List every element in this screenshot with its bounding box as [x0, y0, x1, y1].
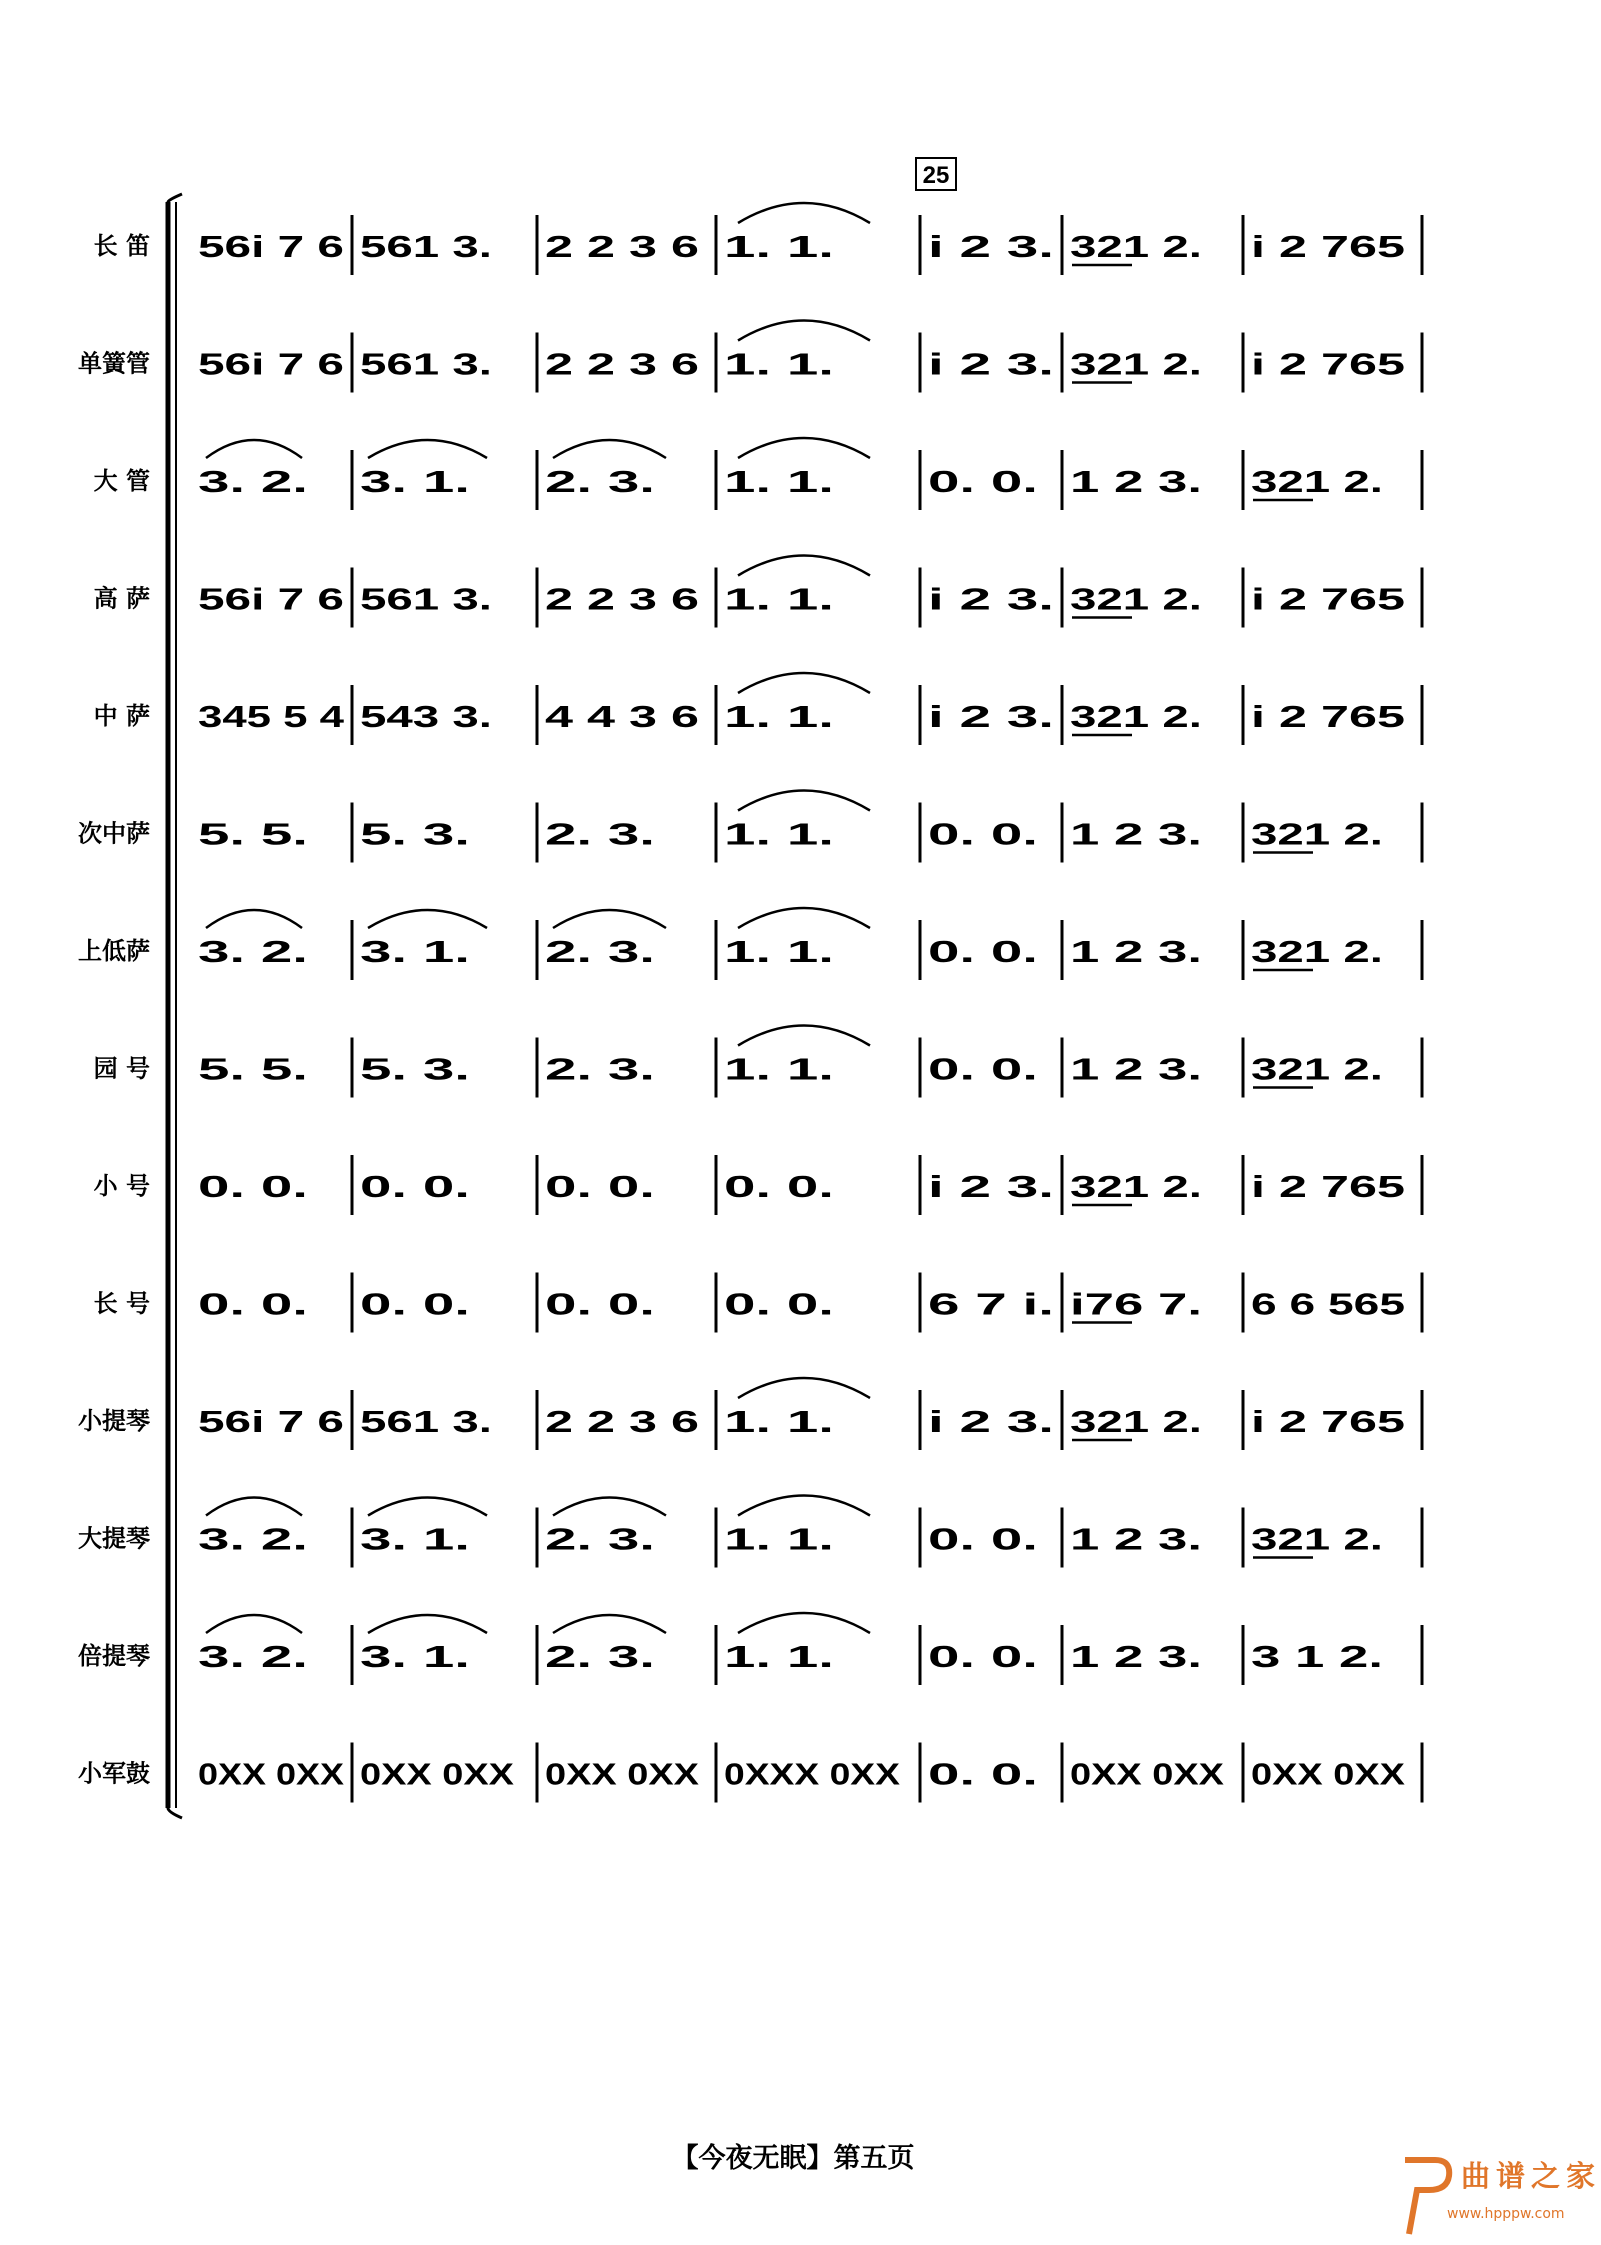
instrument-label: 倍提琴 — [78, 1642, 150, 1670]
slur — [553, 1498, 666, 1516]
measure-notes: 0XX 0XX — [1070, 1756, 1225, 1792]
measure-notes: i 2 3. — [928, 1404, 1054, 1439]
measure-notes: 321 2. — [1070, 229, 1202, 264]
measure-notes: 2 2 3 6 — [545, 581, 699, 617]
measure-notes: 0. 0. — [198, 1286, 308, 1322]
measure-notes: 56i 7 6 — [198, 581, 344, 617]
instrument-label: 小军鼓 — [78, 1759, 150, 1788]
measure-notes: 3. 2. — [198, 934, 308, 969]
measure-notes: 0XX 0XX — [545, 1756, 700, 1792]
measure-notes: 6 7 i. — [928, 1286, 1054, 1322]
instrument-label: 小提琴 — [78, 1407, 150, 1435]
measure-notes: 0. 0. — [928, 1756, 1038, 1792]
measure-notes: 0. 0. — [724, 1169, 834, 1204]
instrument-label: 长 号 — [93, 1289, 150, 1318]
measure-notes: 5. 5. — [198, 1051, 308, 1087]
measure-notes: 1. 1. — [724, 699, 834, 734]
slur — [206, 910, 302, 928]
measure-notes: 321 2. — [1070, 1404, 1202, 1439]
measure-notes: 0. 0. — [928, 934, 1038, 969]
slur — [738, 791, 870, 811]
slur — [738, 673, 870, 693]
measure-notes: 5. 3. — [360, 816, 470, 852]
measure-notes: 321 2. — [1251, 934, 1383, 969]
measure-notes: i 2 765 — [1251, 1169, 1405, 1204]
slur — [738, 321, 870, 341]
measure-notes: 5. 3. — [360, 1051, 470, 1087]
measure-notes: i 2 765 — [1251, 699, 1405, 734]
slur — [738, 438, 870, 458]
measure-notes: 3. 2. — [198, 1521, 308, 1557]
measure-notes: 2 2 3 6 — [545, 346, 699, 382]
measure-notes: 0. 0. — [360, 1286, 470, 1322]
instrument-label: 高 萨 — [93, 584, 150, 613]
measure-notes: i 2 765 — [1251, 1404, 1405, 1439]
instrument-label: 中 萨 — [93, 702, 150, 730]
slur — [738, 908, 870, 928]
measure-notes: 3 1 2. — [1251, 1639, 1383, 1674]
measure-notes: 1. 1. — [724, 816, 834, 852]
measure-notes: 2 2 3 6 — [545, 229, 699, 264]
measure-notes: 6 6 565 — [1251, 1286, 1405, 1322]
measure-notes: 1 2 3. — [1070, 464, 1202, 499]
measure-notes: 321 2. — [1070, 346, 1202, 382]
measure-notes: 1 2 3. — [1070, 1639, 1202, 1674]
measure-notes: 1. 1. — [724, 1639, 834, 1674]
measure-notes: 321 2. — [1070, 699, 1202, 734]
instrument-label: 长 笛 — [93, 232, 150, 260]
measure-notes: 345 5 4 — [198, 699, 346, 734]
slur — [206, 1615, 302, 1633]
measure-notes: 3. 1. — [360, 1639, 470, 1674]
instrument-label: 次中萨 — [78, 819, 150, 848]
measure-notes: i 2 765 — [1251, 229, 1405, 264]
slur — [206, 1498, 302, 1516]
measure-notes: 321 2. — [1251, 1051, 1383, 1087]
measure-notes: i 2 765 — [1251, 581, 1405, 617]
slur — [553, 1615, 666, 1633]
slur — [553, 910, 666, 928]
page-footer: 【今夜无眠】第五页 — [671, 2143, 915, 2174]
measure-notes: 1. 1. — [724, 934, 834, 969]
measure-notes: 0. 0. — [928, 464, 1038, 499]
measure-notes: i 2 3. — [928, 699, 1054, 734]
measure-notes: 3. 1. — [360, 464, 470, 499]
measure-notes: 2. 3. — [545, 816, 655, 852]
slur — [738, 1496, 870, 1516]
slur — [368, 440, 487, 458]
measure-notes: 0. 0. — [928, 816, 1038, 852]
measure-notes: 1. 1. — [724, 1404, 834, 1439]
slur — [368, 910, 487, 928]
measure-notes: 4 4 3 6 — [545, 699, 699, 734]
slur — [206, 440, 302, 458]
instrument-label: 大 管 — [93, 467, 150, 495]
measure-notes: 1. 1. — [724, 581, 834, 617]
rehearsal-mark: 25 — [922, 162, 950, 189]
measure-notes: 2. 3. — [545, 1639, 655, 1674]
instrument-label: 大提琴 — [78, 1524, 150, 1553]
measure-notes: 0XX 0XX — [360, 1756, 515, 1792]
measure-notes: 1 2 3. — [1070, 816, 1202, 852]
measure-notes: 0. 0. — [545, 1169, 655, 1204]
measure-notes: 3. 1. — [360, 1521, 470, 1557]
measure-notes: 561 3. — [360, 581, 492, 617]
measure-notes: 0XX 0XX — [198, 1756, 345, 1792]
measure-notes: 2. 3. — [545, 934, 655, 969]
instrument-label: 单簧管 — [78, 349, 150, 378]
slur — [368, 1498, 487, 1516]
measure-notes: 321 2. — [1070, 581, 1202, 617]
measure-notes: 1. 1. — [724, 464, 834, 499]
bracket-top-hook — [168, 194, 182, 202]
measure-notes: 2 2 3 6 — [545, 1404, 699, 1439]
measure-notes: 0. 0. — [545, 1286, 655, 1322]
measure-notes: 3. 1. — [360, 934, 470, 969]
measure-notes: i 2 3. — [928, 1169, 1054, 1204]
measure-notes: 0. 0. — [928, 1639, 1038, 1674]
measure-notes: 2. 3. — [545, 1521, 655, 1557]
measure-notes: 1. 1. — [724, 1051, 834, 1087]
measure-notes: 321 2. — [1251, 1521, 1383, 1557]
slur — [738, 556, 870, 576]
slur — [368, 1615, 487, 1633]
measure-notes: i 2 3. — [928, 346, 1054, 382]
measure-notes: 0XXX 0XX — [724, 1756, 901, 1792]
measure-notes: i 2 3. — [928, 229, 1054, 264]
bracket-bottom-hook — [168, 1808, 182, 1818]
slur — [738, 1378, 870, 1398]
measure-notes: 1. 1. — [724, 229, 834, 264]
instrument-label: 小 号 — [93, 1172, 150, 1200]
measure-notes: 0. 0. — [360, 1169, 470, 1204]
measure-notes: 561 3. — [360, 346, 492, 382]
measure-notes: 561 3. — [360, 1404, 492, 1439]
logo-url: www.hpppw.com — [1447, 2206, 1565, 2222]
measure-notes: 1. 1. — [724, 346, 834, 382]
logo-text: 曲谱之家 — [1461, 2159, 1601, 2193]
measure-notes: 0. 0. — [928, 1521, 1038, 1557]
measure-notes: 543 3. — [360, 699, 492, 734]
measure-notes: i 2 765 — [1251, 346, 1405, 382]
measure-notes: 2. 3. — [545, 464, 655, 499]
measure-notes: 3. 2. — [198, 1639, 308, 1674]
measure-notes: 0. 0. — [928, 1051, 1038, 1087]
measure-notes: 1 2 3. — [1070, 1051, 1202, 1087]
instrument-label: 上低萨 — [78, 937, 150, 965]
site-logo — [1395, 2150, 1601, 2242]
measure-notes: 1 2 3. — [1070, 934, 1202, 969]
measure-notes: 1 2 3. — [1070, 1521, 1202, 1557]
measure-notes: i 2 3. — [928, 581, 1054, 617]
measure-notes: 321 2. — [1070, 1169, 1202, 1204]
measure-notes: 0. 0. — [724, 1286, 834, 1322]
slur — [738, 1026, 870, 1046]
measure-notes: 56i 7 6 — [198, 1404, 344, 1439]
measure-notes: 3. 2. — [198, 464, 308, 499]
logo-mark-icon — [1395, 2150, 1455, 2242]
measure-notes: 5. 5. — [198, 816, 308, 852]
measure-notes: 0XX 0XX — [1251, 1756, 1406, 1792]
measure-notes: 2. 3. — [545, 1051, 655, 1087]
measure-notes: 561 3. — [360, 229, 492, 264]
measure-notes: 321 2. — [1251, 816, 1383, 852]
instrument-label: 园 号 — [93, 1054, 150, 1083]
measure-notes: 0. 0. — [198, 1169, 308, 1204]
slur — [738, 203, 870, 223]
measure-notes: 56i 7 6 — [198, 229, 344, 264]
slur — [553, 440, 666, 458]
measure-notes: i76 7. — [1070, 1286, 1202, 1322]
measure-notes: 1. 1. — [724, 1521, 834, 1557]
measure-notes: 56i 7 6 — [198, 346, 344, 382]
slur — [738, 1613, 870, 1633]
measure-notes: 321 2. — [1251, 464, 1383, 499]
